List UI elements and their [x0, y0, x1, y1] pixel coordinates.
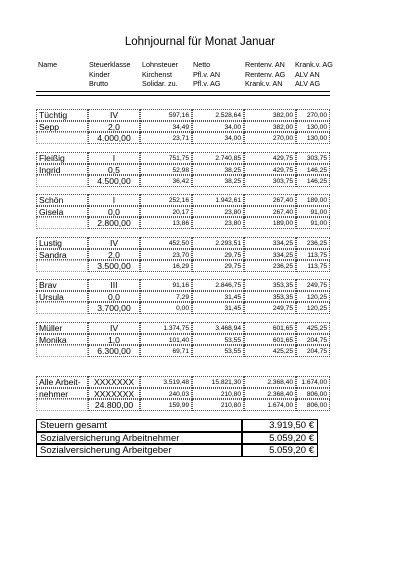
pension-cell: 601,65 [244, 334, 296, 346]
name-cell: Ursula [36, 291, 88, 303]
net-cell: 29,75 [192, 260, 244, 272]
header-divider [36, 91, 330, 92]
header-label: Netto [193, 60, 211, 69]
class-cell: III [88, 279, 140, 291]
summary-value: 5.059,20 € [242, 444, 318, 457]
pension-cell: 429,75 [244, 152, 296, 164]
pension-cell: 334,25 [244, 249, 296, 261]
pension-cell: 236,25 [244, 260, 296, 272]
name-cell: Monika [36, 334, 88, 346]
tax-cell: 252,16 [140, 194, 192, 206]
class-cell: 0,5 [88, 164, 140, 176]
pension-cell: 1.674,00 [244, 399, 296, 411]
name-cell: Sepp [36, 121, 88, 133]
header-label: ALV AG [295, 79, 321, 88]
pension-cell: 2.368,40 [244, 376, 296, 388]
health-cell: 270,00 [296, 109, 330, 121]
tax-cell: 69,71 [140, 345, 192, 357]
class-cell: 6.300,00 [88, 345, 140, 357]
health-cell: 204,75 [296, 345, 330, 357]
class-cell: 0,0 [88, 291, 140, 303]
summary-label: Sozialversicherung Arbeitgeber [36, 444, 242, 457]
class-cell: XXXXXXX [88, 376, 140, 388]
pension-cell: 382,00 [244, 109, 296, 121]
header-krankv [295, 60, 333, 89]
name-cell: Schön [36, 194, 88, 206]
tax-cell: 0,00 [140, 302, 192, 314]
pension-cell: 429,75 [244, 164, 296, 176]
pension-cell: 303,75 [244, 175, 296, 187]
name-cell [36, 132, 88, 144]
class-cell: IV [88, 237, 140, 249]
header-name [38, 60, 57, 70]
class-cell: 3.500,00 [88, 260, 140, 272]
name-cell [36, 260, 88, 272]
health-cell: 120,25 [296, 291, 330, 303]
class-cell: 2.800,00 [88, 217, 140, 229]
health-cell: 806,00 [296, 399, 330, 411]
header-label: Steuerklasse [89, 60, 131, 69]
tax-cell: 159,99 [140, 399, 192, 411]
class-cell: I [88, 152, 140, 164]
health-cell: 204,75 [296, 334, 330, 346]
class-cell: 0,0 [88, 206, 140, 218]
tax-cell: 52,98 [140, 164, 192, 176]
pension-cell: 353,35 [244, 291, 296, 303]
header-label: Name [38, 60, 58, 69]
net-cell: 31,45 [192, 302, 244, 314]
pension-cell: 601,65 [244, 322, 296, 334]
pension-cell: 334,25 [244, 237, 296, 249]
pension-cell: 270,00 [244, 132, 296, 144]
health-cell: 120,25 [296, 302, 330, 314]
net-cell: 2.740,85 [192, 152, 244, 164]
tax-cell: 240,03 [140, 388, 192, 400]
net-cell: 15.821,30 [192, 376, 244, 388]
pension-cell: 189,00 [244, 217, 296, 229]
header-label: Brutto [89, 79, 109, 88]
tax-cell: 13,86 [140, 217, 192, 229]
net-cell: 2.293,51 [192, 237, 244, 249]
summary-label: Sozialversicherung Arbeitnehmer [36, 432, 242, 445]
name-cell [36, 175, 88, 187]
page-title: Lohnjournal für Monat Januar [124, 36, 276, 48]
net-cell: 53,55 [192, 345, 244, 357]
class-cell: XXXXXXX [88, 388, 140, 400]
health-cell: 806,00 [296, 388, 330, 400]
tax-cell: 91,16 [140, 279, 192, 291]
pension-cell: 2.368,40 [244, 388, 296, 400]
class-cell: 3.700,00 [88, 302, 140, 314]
header-label: Krank.v. AN [245, 79, 283, 88]
header-rentenv [245, 60, 285, 89]
health-cell: 113,75 [296, 249, 330, 261]
tax-cell: 597,16 [140, 109, 192, 121]
class-cell: 1,0 [88, 334, 140, 346]
tax-cell: 101,40 [140, 334, 192, 346]
tax-cell: 16,29 [140, 260, 192, 272]
tax-cell: 751,75 [140, 152, 192, 164]
name-cell [36, 217, 88, 229]
name-cell: Sandra [36, 249, 88, 261]
net-cell: 210,80 [192, 399, 244, 411]
name-cell [36, 399, 88, 411]
net-cell: 210,80 [192, 388, 244, 400]
header-label: Lohnsteuer [142, 60, 178, 69]
health-cell: 189,00 [296, 194, 330, 206]
health-cell: 130,00 [296, 132, 330, 144]
name-cell: Gisela [36, 206, 88, 218]
health-cell: 146,25 [296, 175, 330, 187]
header-steuerklasse [89, 60, 131, 89]
tax-cell: 23,70 [140, 249, 192, 261]
tax-cell: 3.519,48 [140, 376, 192, 388]
pension-cell: 425,25 [244, 345, 296, 357]
class-cell: 24.800,00 [88, 399, 140, 411]
name-cell [36, 302, 88, 314]
health-cell: 236,25 [296, 237, 330, 249]
header-label: Solidar. zu. [142, 79, 178, 88]
net-cell: 34,00 [192, 121, 244, 133]
net-cell: 31,45 [192, 291, 244, 303]
header-label: Krank.v. AG [295, 60, 333, 69]
class-cell: I [88, 194, 140, 206]
health-cell: 113,75 [296, 260, 330, 272]
name-cell: Lustig [36, 237, 88, 249]
tax-cell: 452,50 [140, 237, 192, 249]
health-cell: 91,00 [296, 206, 330, 218]
net-cell: 2.528,64 [192, 109, 244, 121]
net-cell: 3.468,94 [192, 322, 244, 334]
pension-cell: 267,40 [244, 206, 296, 218]
health-cell: 130,00 [296, 121, 330, 133]
pension-cell: 267,40 [244, 194, 296, 206]
header-label: Pfl.v. AG [193, 79, 221, 88]
class-cell: IV [88, 322, 140, 334]
net-cell: 23,80 [192, 206, 244, 218]
summary-label: Steuern gesamt [36, 419, 242, 432]
net-cell: 29,75 [192, 249, 244, 261]
health-cell: 146,25 [296, 164, 330, 176]
net-cell: 53,55 [192, 334, 244, 346]
name-cell [36, 345, 88, 357]
name-cell: Müller [36, 322, 88, 334]
header-netto [193, 60, 220, 89]
tax-cell: 23,71 [140, 132, 192, 144]
summary-value: 3.919,50 € [242, 419, 318, 432]
class-cell: 2,0 [88, 121, 140, 133]
health-cell: 425,25 [296, 322, 330, 334]
net-cell: 1.942,61 [192, 194, 244, 206]
name-cell: Tüchtig [36, 109, 88, 121]
header-label: Pfl.v. AN [193, 69, 221, 79]
health-cell: 249,75 [296, 279, 330, 291]
name-cell: Alle Arbeit- [36, 376, 88, 388]
class-cell: 4.000,00 [88, 132, 140, 144]
tax-cell: 34,49 [140, 121, 192, 133]
health-cell: 1.674,00 [296, 376, 330, 388]
pension-cell: 353,35 [244, 279, 296, 291]
summary-value: 5.059,20 € [242, 432, 318, 445]
pension-cell: 382,00 [244, 121, 296, 133]
pension-cell: 249,75 [244, 302, 296, 314]
name-cell: Brav [36, 279, 88, 291]
class-cell: 4.500,00 [88, 175, 140, 187]
tax-cell: 7,29 [140, 291, 192, 303]
header-label: Rentenv. AG [245, 69, 286, 79]
tax-cell: 1.374,75 [140, 322, 192, 334]
net-cell: 2.846,75 [192, 279, 244, 291]
tax-cell: 20,17 [140, 206, 192, 218]
header-label: Kinder [89, 69, 110, 79]
header-lohnsteuer [142, 60, 178, 89]
header-label: Rentenv. AN [245, 60, 285, 69]
header-label: ALV AN [295, 69, 320, 79]
header-label: Kirchenst [142, 69, 172, 79]
net-cell: 23,80 [192, 217, 244, 229]
net-cell: 38,25 [192, 164, 244, 176]
health-cell: 91,00 [296, 217, 330, 229]
health-cell: 303,75 [296, 152, 330, 164]
tax-cell: 36,42 [140, 175, 192, 187]
header-divider [36, 95, 330, 96]
name-cell: nehmer [36, 388, 88, 400]
name-cell: Fleißig [36, 152, 88, 164]
name-cell: Ingrid [36, 164, 88, 176]
net-cell: 38,25 [192, 175, 244, 187]
net-cell: 34,00 [192, 132, 244, 144]
class-cell: 2,0 [88, 249, 140, 261]
class-cell: IV [88, 109, 140, 121]
